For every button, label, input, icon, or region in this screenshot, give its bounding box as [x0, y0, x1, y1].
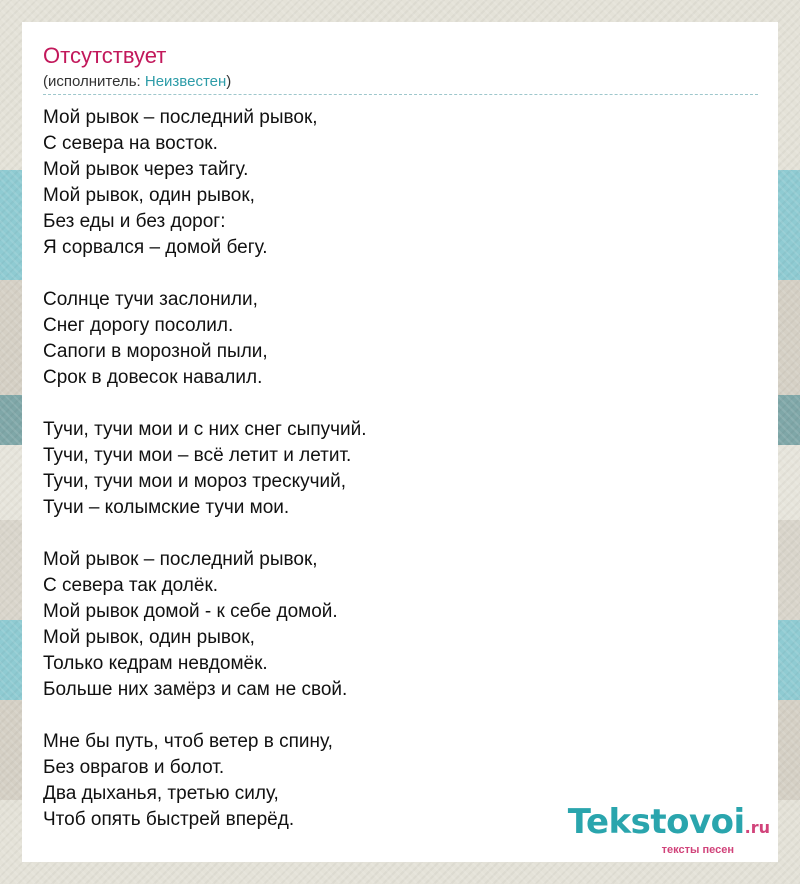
lyric-line: Два дыханья, третью силу,	[43, 783, 279, 804]
logo-wordmark	[568, 804, 770, 846]
lyric-line: Тучи, тучи мои и мороз трескучий,	[43, 471, 347, 492]
lyric-line: Только кедрам невдомёк.	[43, 653, 268, 674]
stanza	[43, 287, 758, 391]
lyrics-card	[22, 22, 778, 862]
logo-domain: .ru	[744, 818, 770, 837]
lyric-line: Тучи, тучи мои – всё летит и летит.	[43, 445, 352, 466]
artist-suffix: )	[226, 73, 232, 90]
lyric-line: Без еды и без дорог:	[43, 211, 226, 232]
lyric-line: Мой рывок, один рывок,	[43, 185, 255, 206]
lyric-line: С севера на восток.	[43, 133, 218, 154]
lyrics-body	[43, 105, 758, 833]
lyric-line: Тучи, тучи мои и с них снег сыпучий.	[43, 419, 367, 440]
artist-prefix: (исполнитель:	[43, 73, 145, 90]
lyric-line: С севера так долёк.	[43, 575, 219, 596]
lyric-line: Я сорвался – домой бегу.	[43, 237, 268, 258]
stanza	[43, 417, 758, 521]
lyric-line: Мой рывок – последний рывок,	[43, 107, 318, 128]
lyric-line: Солнце тучи заслонили,	[43, 289, 258, 310]
lyric-line: Мой рывок – последний рывок,	[43, 549, 318, 570]
lyric-line: Мой рывок, один рывок,	[43, 627, 255, 648]
logo-name: Tekstovoi	[567, 802, 745, 842]
lyric-line: Чтоб опять быстрей вперёд.	[43, 809, 295, 830]
lyric-line: Снег дорогу посолил.	[43, 315, 234, 336]
lyric-line: Без оврагов и болот.	[43, 757, 225, 778]
stanza	[43, 105, 758, 261]
artist-line	[43, 72, 758, 95]
song-title: Отсутствует	[43, 43, 167, 68]
stanza	[43, 547, 758, 703]
artist-link[interactable]: Неизвестен	[144, 73, 227, 90]
logo-tagline: тексты песен	[661, 844, 734, 856]
lyric-line: Сапоги в морозной пыли,	[43, 341, 268, 362]
lyric-line: Тучи – колымские тучи мои.	[43, 497, 290, 518]
lyric-line: Мой рывок через тайгу.	[43, 159, 249, 180]
lyric-line: Мой рывок домой - к себе домой.	[43, 601, 338, 622]
lyric-line: Мне бы путь, чтоб ветер в спину,	[43, 731, 333, 752]
lyric-line: Срок в довесок навалил.	[43, 367, 263, 388]
lyric-line: Больше них замёрз и сам не свой.	[43, 679, 348, 700]
tekstovoi-logo[interactable]	[568, 804, 770, 856]
